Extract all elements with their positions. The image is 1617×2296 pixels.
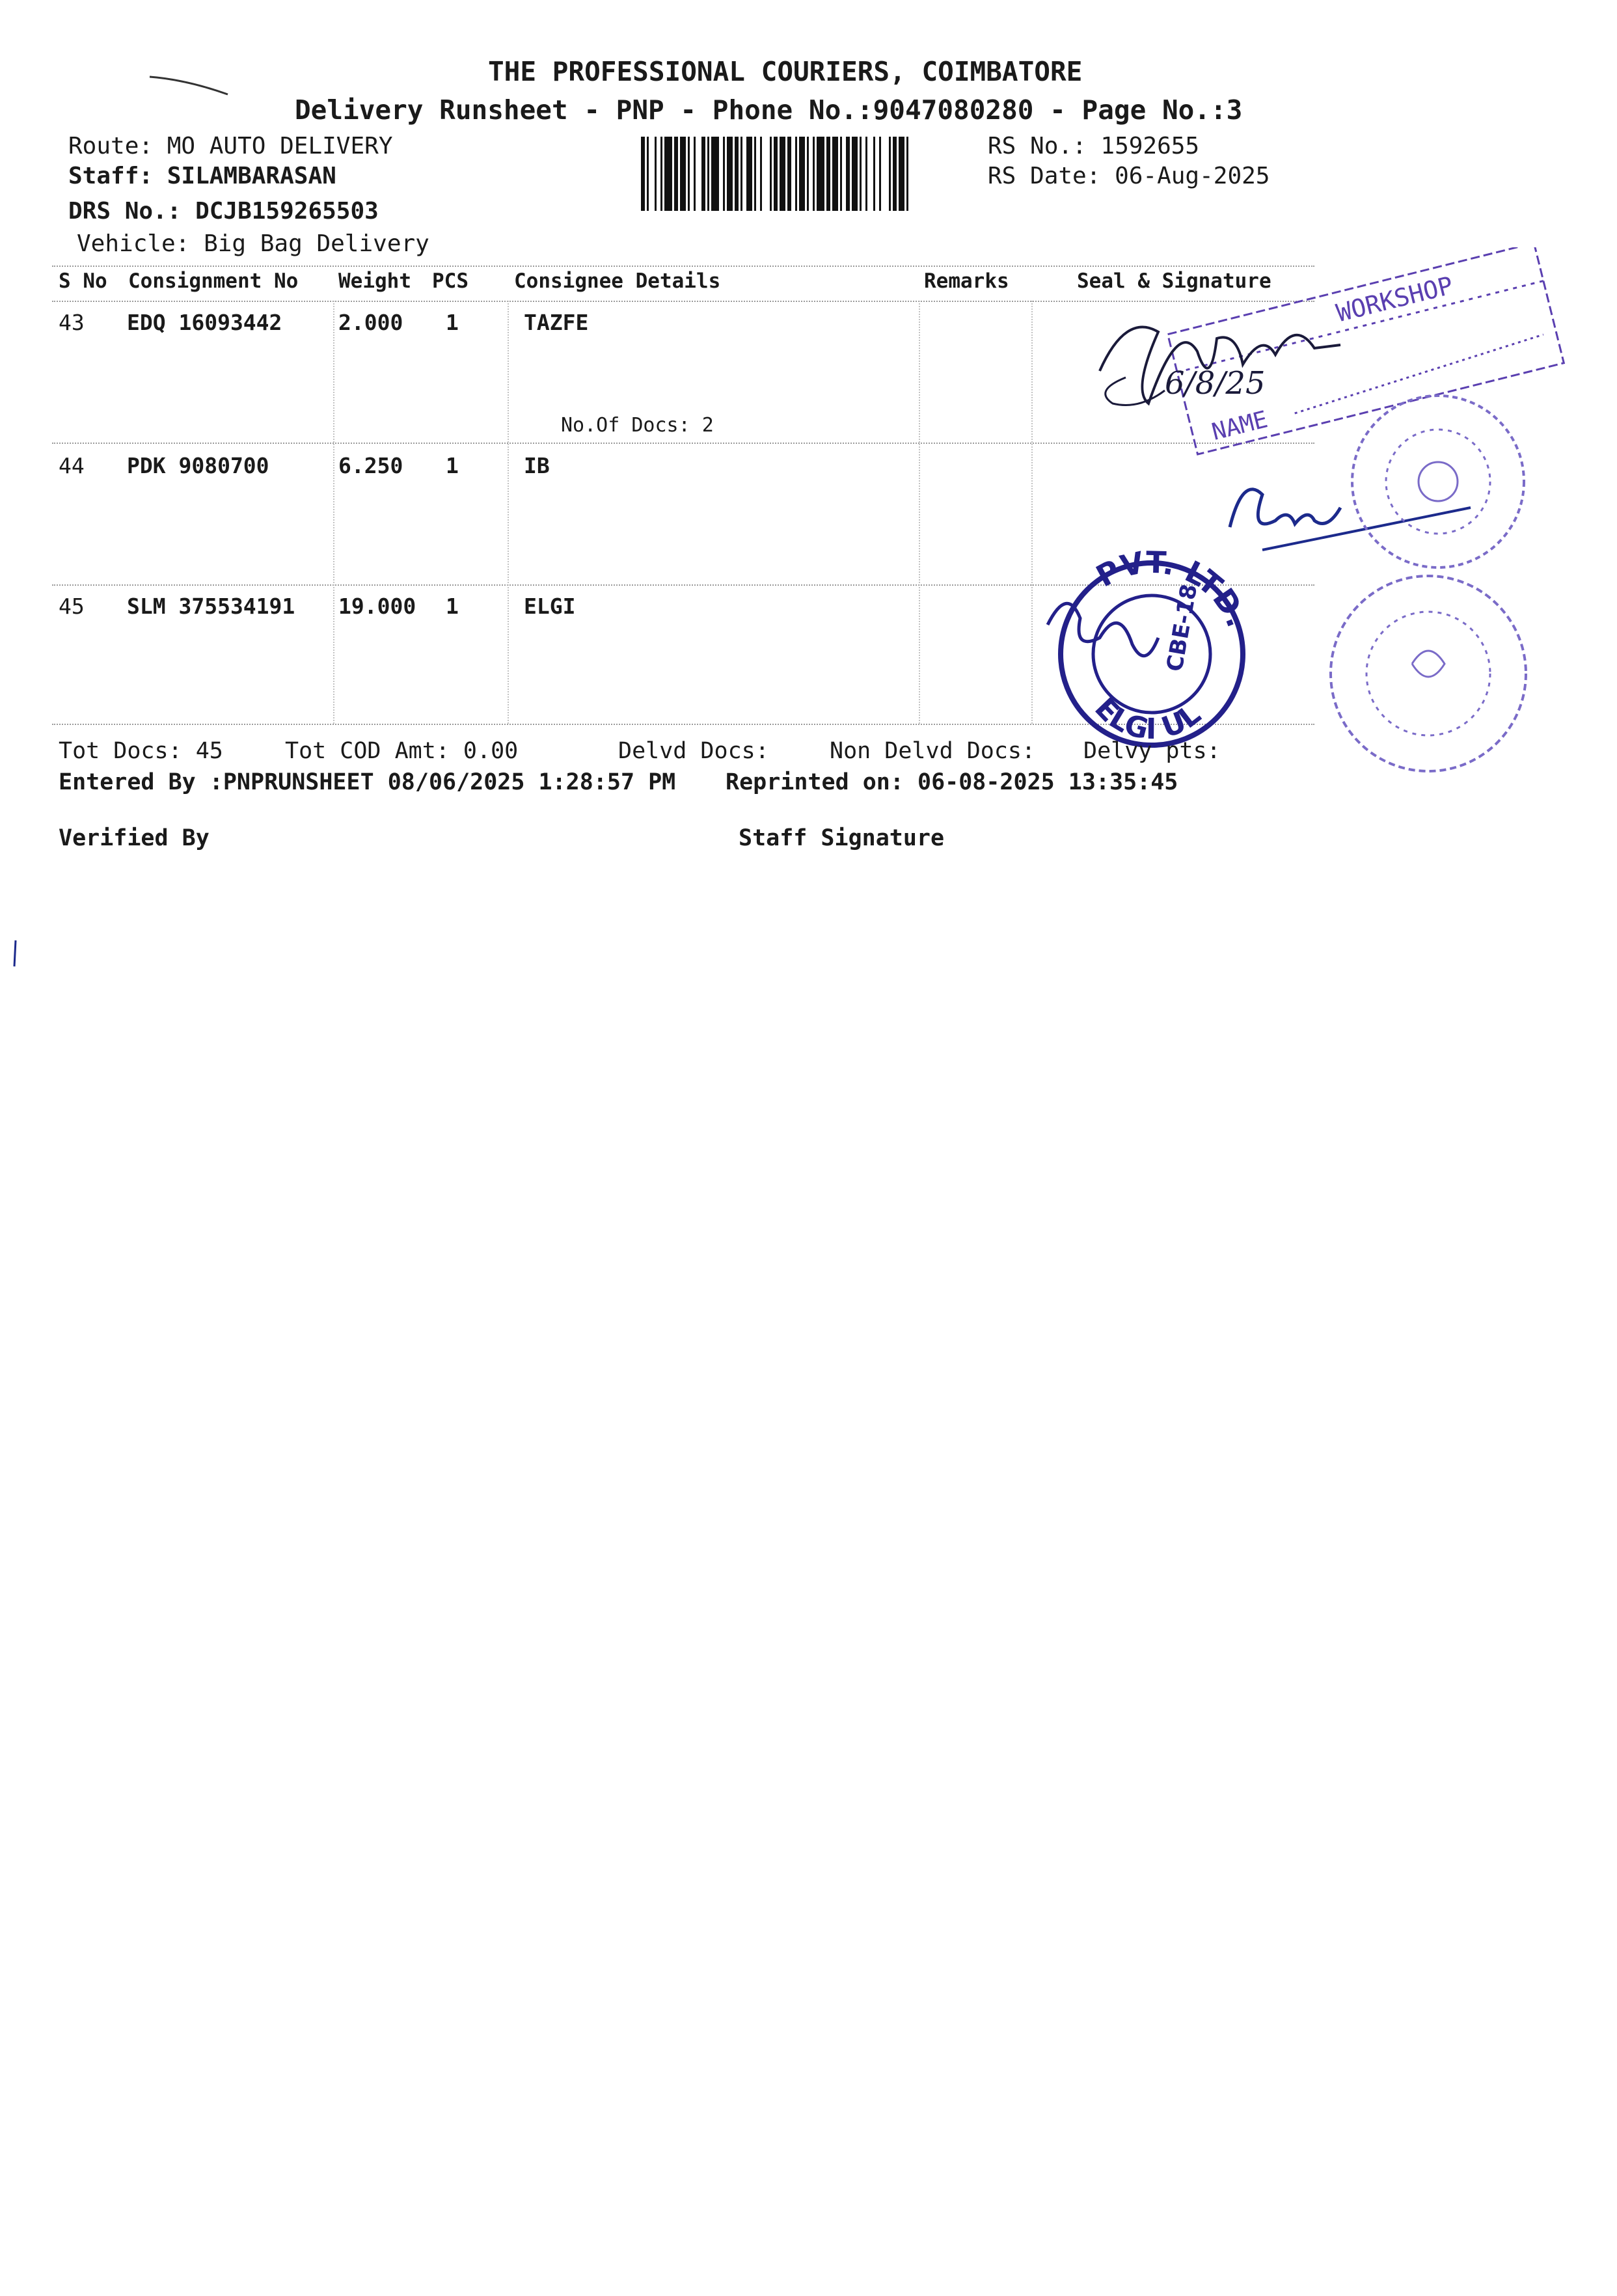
cell-sno: 43 [59,310,85,335]
barcode-bar [694,137,696,211]
cell-docs-count: No.Of Docs: 2 [561,414,714,437]
elgi-seal-code: CBE-18 [1162,582,1203,674]
barcode-bar [840,137,842,211]
col-header-remarks: Remarks [924,269,1009,293]
barcode-bar [746,137,752,211]
table-rule [52,443,1314,444]
cell-weight: 6.250 [338,453,403,478]
non-delvd-docs: Non Delvd Docs: [830,738,1036,764]
cell-consignment: PDK 9080700 [127,453,269,478]
cell-consignee: IB [524,453,550,478]
barcode-bar [680,137,686,211]
drs-number: DRS No.: DCJB159265503 [68,198,379,225]
barcode-bar [906,137,908,211]
barcode-bar [813,137,815,211]
cell-pcs: 1 [446,594,459,619]
table-rule [52,266,1314,267]
barcode-bar [701,137,705,211]
barcode-bar [780,137,785,211]
cell-pcs: 1 [446,310,459,335]
barcode-bar [688,137,690,211]
column-rule [1031,301,1033,724]
barcode-bar [865,137,867,211]
tot-cod-amt: Tot COD Amt: 0.00 [285,738,519,764]
barcode-bar [770,137,772,211]
elgi-seal-top-text: PVT. LTD. [1090,547,1256,632]
tot-docs: Tot Docs: 45 [59,738,223,764]
delvy-pts: Delvy pts: [1083,738,1221,764]
name-stamp-text: NAME [1209,406,1271,446]
barcode-bar [660,137,662,211]
barcode-bar [760,137,762,211]
cell-weight: 2.000 [338,310,403,335]
handwritten-date: 6/8/25 [1165,365,1266,402]
column-rule [919,301,920,724]
cell-consignment: SLM 375534191 [127,594,295,619]
barcode-bar [655,137,657,211]
barcode-bar [735,137,739,211]
barcode-bar [774,137,778,211]
col-header-consignment: Consignment No [128,269,299,293]
barcode-bar [795,137,797,211]
runsheet-subtitle: Delivery Runsheet - PNP - Phone No.:9047080280 - Page No.:3 [295,94,1243,126]
cell-weight: 19.000 [338,594,416,619]
barcode-bar [860,137,862,211]
verified-by: Verified By [59,825,210,851]
col-header-sno: S No [59,269,107,293]
rs-number: RS No.: 1592655 [988,133,1200,159]
cell-sno: 45 [59,594,85,619]
barcode-bar [754,137,756,211]
rs-date: RS Date: 06-Aug-2025 [988,163,1270,189]
workshop-stamp-text: WORKSHOP [1333,271,1456,328]
barcode-bar [727,137,733,211]
margin-mark [9,937,22,970]
barcode-bar [787,137,791,211]
cell-sno: 44 [59,453,85,478]
company-title: THE PROFESSIONAL COURIERS, COIMBATORE [488,56,1083,87]
pen-stroke-mark [146,65,238,104]
barcode-bar [889,137,891,211]
col-header-consignee: Consignee Details [514,269,721,293]
col-header-pcs: PCS [432,269,469,293]
round-seal-faint [1340,384,1536,579]
cell-consignment: EDQ 16093442 [127,310,282,335]
signature-row-43 [1087,293,1360,443]
barcode-bar [807,137,809,211]
delvd-docs: Delvd Docs: [618,738,769,764]
staff-label: Staff: SILAMBARASAN [68,163,336,189]
barcode-bar [674,137,678,211]
barcode-bar [832,137,838,211]
barcode-bar [873,137,875,211]
round-seal-faint-2 [1321,566,1536,781]
barcode-bar [799,137,805,211]
col-header-weight: Weight [338,269,411,293]
barcode-bar [711,137,719,211]
staff-signature: Staff Signature [739,825,945,851]
col-header-seal: Seal & Signature [1077,269,1271,293]
elgi-round-seal [1041,547,1262,755]
barcode-bar [707,137,709,211]
barcode-bar [899,137,904,211]
cell-consignee: TAZFE [524,310,589,335]
barcode-bar [817,137,824,211]
barcode-bar [879,137,881,211]
barcode [641,137,960,211]
barcode-bar [647,137,649,211]
barcode-bar [826,137,830,211]
barcode-bar [741,137,742,211]
cell-pcs: 1 [446,453,459,478]
barcode-bar [893,137,897,211]
route-label: Route: MO AUTO DELIVERY [68,133,393,159]
barcode-bar [723,137,725,211]
barcode-bar [641,137,645,211]
barcode-bar [664,137,672,211]
reprinted-on: Reprinted on: 06-08-2025 13:35:45 [726,769,1178,795]
entered-by: Entered By :PNPRUNSHEET 08/06/2025 1:28:57 PM [59,769,676,795]
elgi-seal-bottom-text: ELGI UL [1088,691,1207,746]
column-rule [333,301,334,724]
vehicle-label: Vehicle: Big Bag Delivery [77,230,429,257]
barcode-bar [852,137,858,211]
barcode-bar [846,137,850,211]
column-rule [508,301,509,724]
cell-consignee: ELGI [524,594,576,619]
